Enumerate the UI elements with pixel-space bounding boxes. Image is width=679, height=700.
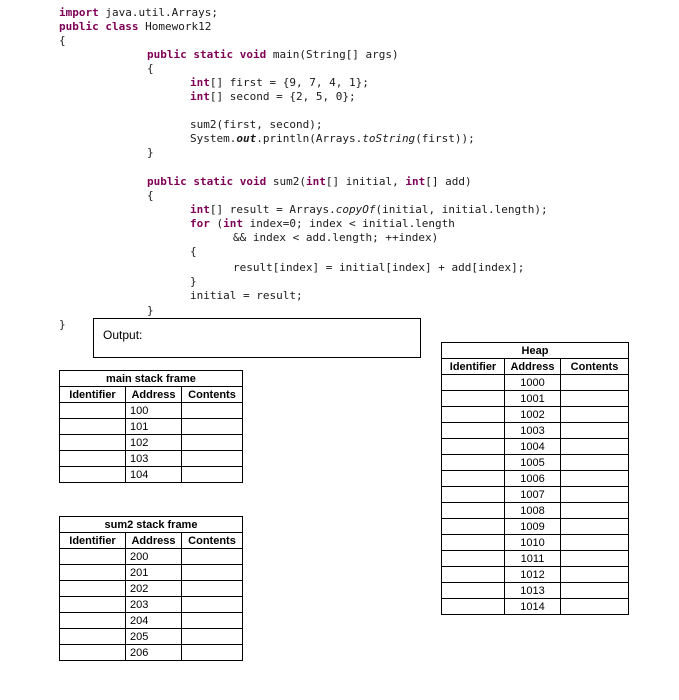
header-identifier: Identifier <box>442 359 505 375</box>
java-code-listing <box>0 0 679 331</box>
identifier-cell <box>442 391 505 407</box>
table-row <box>60 581 243 597</box>
address-cell: 1000 <box>505 375 561 391</box>
table-row <box>60 597 243 613</box>
contents-cell <box>561 583 629 599</box>
identifier-cell <box>442 551 505 567</box>
table-row <box>442 503 629 519</box>
address-cell: 1006 <box>505 471 561 487</box>
table-row <box>60 467 243 483</box>
contents-cell <box>561 407 629 423</box>
contents-cell <box>561 439 629 455</box>
address-cell: 1005 <box>505 455 561 471</box>
code-line-first: int[] first = {9, 7, 4, 1}; <box>190 76 369 89</box>
output-box <box>93 318 421 358</box>
address-cell: 202 <box>126 581 182 597</box>
contents-cell <box>182 645 243 661</box>
table-row <box>442 567 629 583</box>
table-row <box>60 549 243 565</box>
identifier-cell <box>442 503 505 519</box>
identifier-cell <box>442 487 505 503</box>
contents-cell <box>561 487 629 503</box>
contents-cell <box>561 375 629 391</box>
code-line-import: import java.util.Arrays; <box>59 6 218 19</box>
header-contents: Contents <box>182 387 243 403</box>
code-line-for-cond: && index < add.length; ++index) <box>233 231 439 244</box>
contents-cell <box>561 599 629 615</box>
header-identifier: Identifier <box>60 533 126 549</box>
address-cell: 1013 <box>505 583 561 599</box>
table-row <box>442 455 629 471</box>
header-identifier: Identifier <box>60 387 126 403</box>
address-cell: 1014 <box>505 599 561 615</box>
table-row <box>60 629 243 645</box>
identifier-cell <box>60 419 126 435</box>
identifier-cell <box>60 403 126 419</box>
heap-title: Heap <box>442 343 629 359</box>
code-line-main-close: } <box>147 146 154 159</box>
header-address: Address <box>126 387 182 403</box>
table-row <box>60 565 243 581</box>
address-cell: 203 <box>126 597 182 613</box>
contents-cell <box>182 613 243 629</box>
identifier-cell <box>442 599 505 615</box>
address-cell: 200 <box>126 549 182 565</box>
address-cell: 1003 <box>505 423 561 439</box>
table-row <box>442 439 629 455</box>
code-line-call-sum2: sum2(first, second); <box>190 118 323 131</box>
address-cell: 201 <box>126 565 182 581</box>
address-cell: 1001 <box>505 391 561 407</box>
table-row <box>60 645 243 661</box>
sum2-frame-title: sum2 stack frame <box>60 517 243 533</box>
table-row <box>442 551 629 567</box>
header-address: Address <box>505 359 561 375</box>
address-cell: 1012 <box>505 567 561 583</box>
identifier-cell <box>60 597 126 613</box>
table-row <box>442 519 629 535</box>
code-line-sum2-signature: public static void sum2(int[] initial, int[] add) <box>147 175 472 188</box>
address-cell: 205 <box>126 629 182 645</box>
contents-cell <box>561 503 629 519</box>
contents-cell <box>182 629 243 645</box>
header-contents: Contents <box>182 533 243 549</box>
address-cell: 103 <box>126 451 182 467</box>
table-row <box>442 407 629 423</box>
code-line-for-close: } <box>190 275 197 288</box>
sum2-stack-frame-table <box>59 516 243 661</box>
contents-cell <box>561 551 629 567</box>
address-cell: 102 <box>126 435 182 451</box>
code-line-sum2-open: { <box>147 189 154 202</box>
code-line-brace-open: { <box>59 34 66 47</box>
address-cell: 1010 <box>505 535 561 551</box>
identifier-cell <box>442 583 505 599</box>
identifier-cell <box>442 471 505 487</box>
identifier-cell <box>60 451 126 467</box>
table-row <box>60 435 243 451</box>
address-cell: 1008 <box>505 503 561 519</box>
table-row <box>442 487 629 503</box>
header-address: Address <box>126 533 182 549</box>
code-line-class-close: } <box>59 318 66 331</box>
code-line-result: int[] result = Arrays.copyOf(initial, initial.length); <box>190 203 548 216</box>
contents-cell <box>182 419 243 435</box>
code-line-main-open: { <box>147 62 154 75</box>
contents-cell <box>182 581 243 597</box>
identifier-cell <box>442 423 505 439</box>
identifier-cell <box>442 535 505 551</box>
address-cell: 206 <box>126 645 182 661</box>
identifier-cell <box>60 549 126 565</box>
main-frame-title: main stack frame <box>60 371 243 387</box>
identifier-cell <box>60 645 126 661</box>
contents-cell <box>182 403 243 419</box>
code-line-loop-body: result[index] = initial[index] + add[index]; <box>233 261 525 274</box>
import-target: java.util.Arrays; <box>105 6 218 19</box>
heap-table <box>441 342 629 615</box>
identifier-cell <box>442 519 505 535</box>
main-stack-frame-table <box>59 370 243 483</box>
identifier-cell <box>60 435 126 451</box>
contents-cell <box>182 435 243 451</box>
identifier-cell <box>442 567 505 583</box>
address-cell: 1009 <box>505 519 561 535</box>
address-cell: 1004 <box>505 439 561 455</box>
identifier-cell <box>60 467 126 483</box>
contents-cell <box>561 519 629 535</box>
code-line-sum2-close: } <box>147 304 154 317</box>
code-line-for-open: { <box>190 245 197 258</box>
table-row <box>442 599 629 615</box>
contents-cell <box>561 471 629 487</box>
table-row <box>60 419 243 435</box>
table-row <box>60 403 243 419</box>
address-cell: 101 <box>126 419 182 435</box>
contents-cell <box>182 467 243 483</box>
contents-cell <box>561 423 629 439</box>
address-cell: 104 <box>126 467 182 483</box>
identifier-cell <box>442 455 505 471</box>
code-line-main-signature: public static void main(String[] args) <box>147 48 399 61</box>
code-line-assign-initial: initial = result; <box>190 289 303 302</box>
identifier-cell <box>442 439 505 455</box>
table-row <box>442 423 629 439</box>
contents-cell <box>561 455 629 471</box>
table-row <box>442 375 629 391</box>
address-cell: 1002 <box>505 407 561 423</box>
table-row <box>442 471 629 487</box>
table-row <box>442 391 629 407</box>
address-cell: 100 <box>126 403 182 419</box>
identifier-cell <box>442 375 505 391</box>
table-row <box>442 535 629 551</box>
code-line-println: System.out.println(Arrays.toString(first)); <box>190 132 475 145</box>
contents-cell <box>182 565 243 581</box>
table-row <box>60 451 243 467</box>
code-line-class: public class Homework12 <box>59 20 212 33</box>
identifier-cell <box>60 565 126 581</box>
output-label: Output: <box>103 328 143 342</box>
code-line-for: for (int index=0; index < initial.length <box>190 217 455 230</box>
table-row <box>442 583 629 599</box>
table-row <box>60 613 243 629</box>
address-cell: 1011 <box>505 551 561 567</box>
address-cell: 1007 <box>505 487 561 503</box>
header-contents: Contents <box>561 359 629 375</box>
identifier-cell <box>60 581 126 597</box>
contents-cell <box>561 391 629 407</box>
code-line-second: int[] second = {2, 5, 0}; <box>190 90 356 103</box>
contents-cell <box>182 597 243 613</box>
class-name: Homework12 <box>145 20 212 33</box>
contents-cell <box>182 549 243 565</box>
address-cell: 204 <box>126 613 182 629</box>
identifier-cell <box>442 407 505 423</box>
identifier-cell <box>60 613 126 629</box>
contents-cell <box>561 535 629 551</box>
contents-cell <box>561 567 629 583</box>
contents-cell <box>182 451 243 467</box>
identifier-cell <box>60 629 126 645</box>
